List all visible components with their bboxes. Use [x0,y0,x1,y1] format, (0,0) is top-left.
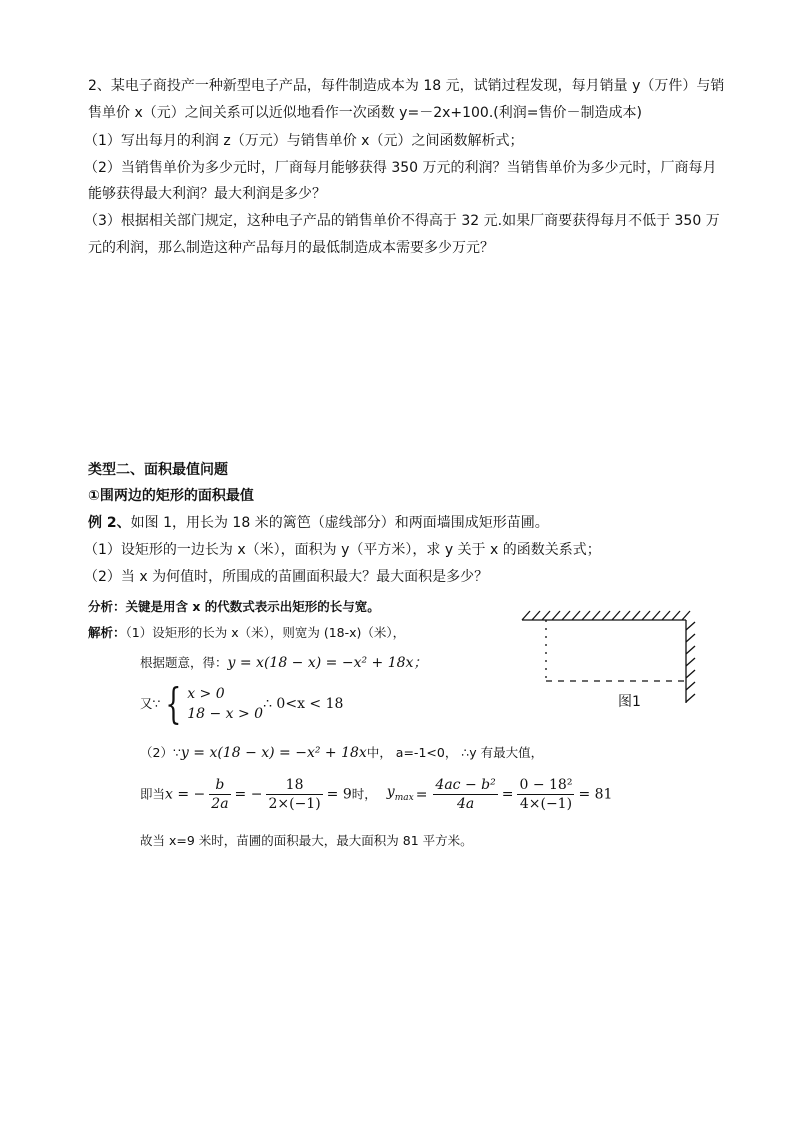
problem2-q3a: （3）根据相关部门规定，这种电子产品的销售单价不得高于 32 元.如果厂商要获得每月不低于 350 万 [84,213,720,229]
system-line2: 18 − x > 0 [187,706,264,722]
fraction4-numerator: 0 − 18² [519,777,573,793]
fraction1-numerator: b [209,776,230,795]
solution-line2 [140,653,427,673]
fraction3-denominator: 4a [456,796,475,812]
example-line [88,513,549,533]
solution-line4 [140,743,543,763]
solution-step3-prefix: 又∵ [140,696,161,711]
solution-step4-suffix: 中， a=-1<0， ∴y 有最大值， [366,745,544,760]
solution-step5-x: x = − [165,786,206,803]
analysis-line [88,597,380,617]
conclusion: 故当 x=9 米时，苗圃的面积最大，最大面积为 81 平方米。 [140,833,473,848]
solution-step2-prefix: 根据题意，得： [140,655,228,670]
example-q2: （2）当 x 为何值时，所围成的苗圃面积最大？最大面积是多少？ [84,569,489,585]
problem2-q3b: 元的利润，那么制造这种产品每月的最低制造成本需要多少万元？ [88,240,494,256]
solution-step1: （1）设矩形的长为 x（米），则宽为 (18-x)（米）， [125,625,406,640]
fraction2-numerator: 18 [266,776,322,795]
solution-line3 [140,679,344,728]
example-text: 如图 1，用长为 18 米的篱笆（虚线部分）和两面墙围成矩形苗圃。 [130,515,549,531]
equals-minus: = − [234,786,263,803]
problem2-q2b: 能够获得最大利润？最大利润是多少？ [88,186,326,202]
fraction-0-18sq [517,776,574,813]
section-heading: 类型二、面积最值问题 [88,462,228,478]
equals-81: = 81 [578,786,613,803]
problem2-line1: 2、某电子商投产一种新型电子产品，每件制造成本为 18 元，试销过程发现，每月销量 y（万件）与销 [88,78,725,94]
fraction-18 [266,776,322,813]
example-label: 例 2、 [88,515,131,531]
solution-step4-math: y = x(18 − x) = −x² + 18x [180,745,367,761]
system-line1: x > 0 [187,686,225,702]
solution-step5-when: 时， [351,786,377,802]
analysis-text: 关键是用含 x 的代数式表示出矩形的长与宽。 [125,599,380,614]
fraction-b-over-2a [209,776,230,813]
problem2-q2a: （2）当销售单价为多少元时，厂商每月能够获得 350 万元的利润？当销售单价为多少元时，厂商每月 [84,160,717,176]
equals-nine: = 9 [326,786,352,803]
fraction-4ac-b2 [433,776,497,813]
ymax-sub: max [394,792,414,803]
system-brace: { [165,679,182,728]
fraction4-denominator: 4×(−1) [519,796,573,812]
top-wall-hatching [522,611,690,620]
solution-step2-math: y = x(18 − x) = −x² + 18x； [227,655,428,671]
figure1-caption: 图1 [618,694,641,710]
solution-step3-suffix: ∴ 0<x < 18 [263,696,344,712]
figure1-diagram [518,605,698,705]
solution-step4-prefix: （2）∵ [140,745,181,760]
fraction3-numerator: 4ac − b² [435,777,496,793]
ymax-symbol [386,783,414,803]
solution-label: 解析： [88,625,126,640]
equals2: = [501,786,514,803]
section-subheading: ①围两边的矩形的面积最值 [88,488,254,504]
analysis-label: 分析： [88,599,126,614]
example-q1: （1）设矩形的一边长为 x（米），面积为 y（平方米），求 y 关于 x 的函数关系式； [84,542,601,558]
solution-line1 [88,623,405,643]
fraction2-denominator: 2×(−1) [268,796,321,812]
inequality-system [187,684,263,724]
solution-line5 [140,776,612,813]
right-wall-hatching [686,622,695,702]
problem2-line2: 售单价 x（元）之间关系可以近似地看作一次函数 y=－2x+100.(利润=售价－制造成本) [88,105,642,121]
solution-step5-prefix: 即当 [140,786,166,802]
equals1: = [415,786,428,803]
ymax-y: y [386,783,395,800]
fraction1-denominator: 2a [211,796,229,812]
problem2-q1: （1）写出每月的利润 z（万元）与销售单价 x（元）之间函数解析式； [84,133,524,149]
